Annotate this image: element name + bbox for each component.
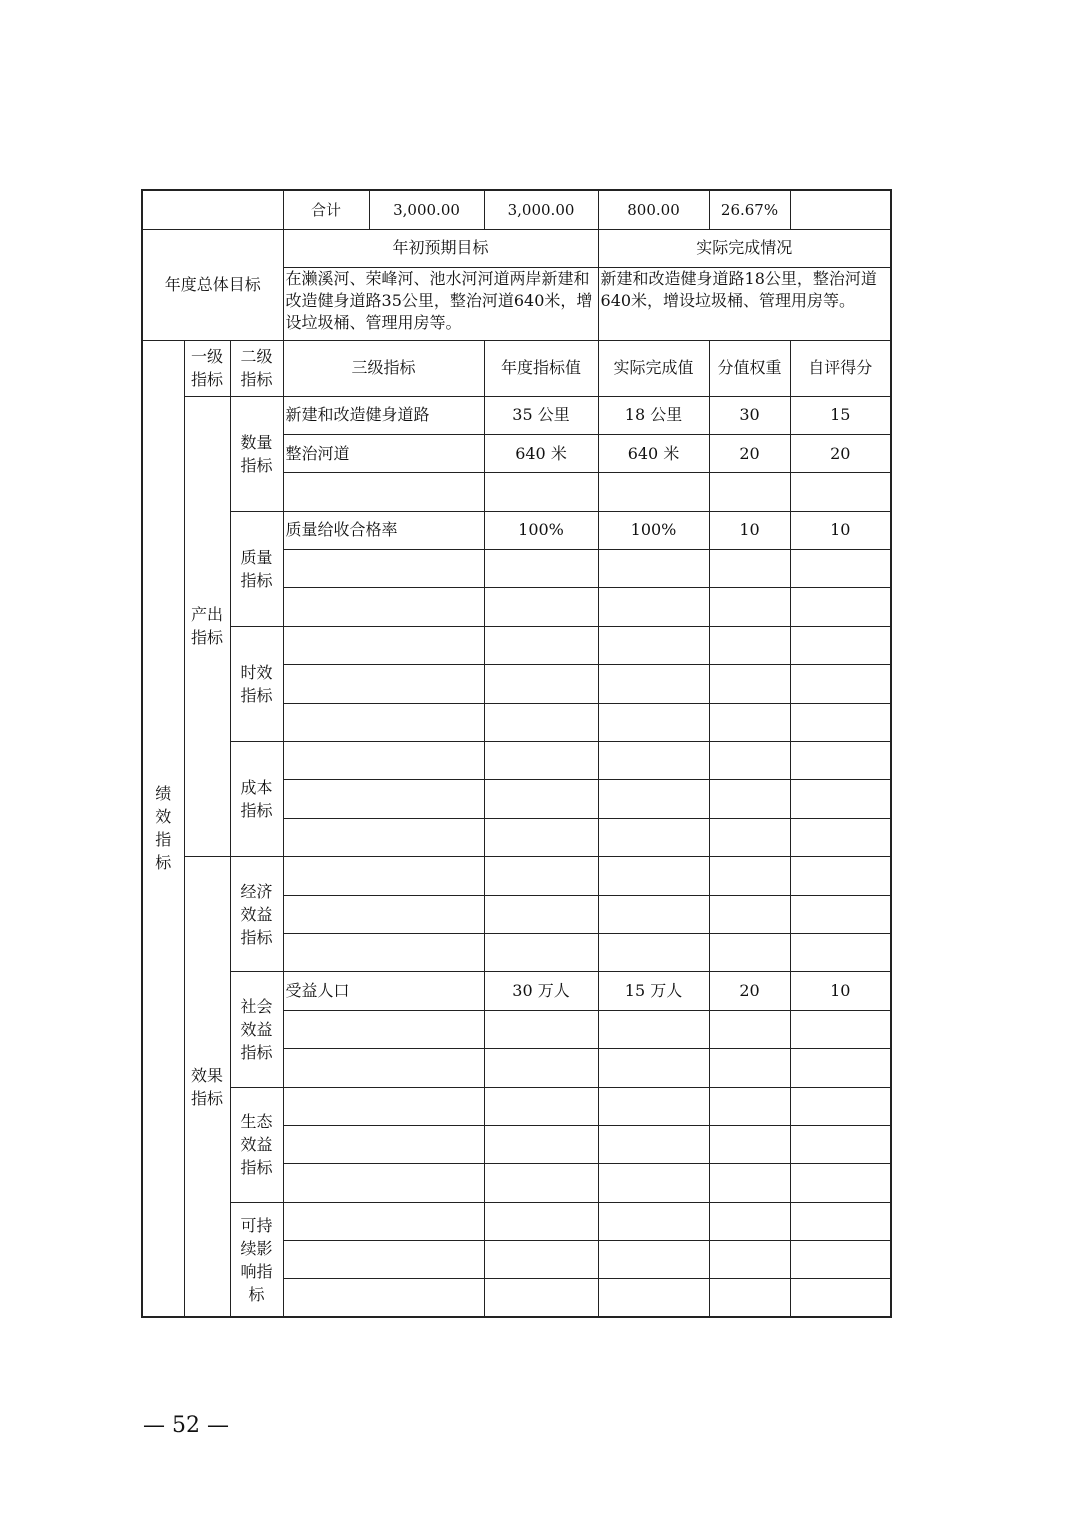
weight-cell xyxy=(709,550,790,588)
indicator-row xyxy=(142,1202,891,1240)
indicator-name-cell xyxy=(283,1279,484,1317)
indicator-name-cell xyxy=(283,665,484,703)
indicator-name-cell xyxy=(283,1049,484,1087)
weight-cell xyxy=(709,857,790,895)
level2-subgroup-label: 经济效益指标 xyxy=(230,857,283,972)
score-header: 自评得分 xyxy=(790,340,891,396)
indicator-name-cell xyxy=(283,1087,484,1125)
score-cell xyxy=(790,742,891,780)
perf-indicator-label: 绩效指标 xyxy=(142,340,184,1317)
score-cell xyxy=(790,857,891,895)
indicator-row xyxy=(142,1087,891,1125)
indicator-row xyxy=(142,742,891,780)
weight-header: 分值权重 xyxy=(709,340,790,396)
score-cell xyxy=(790,626,891,664)
level1-header: 一级指标 xyxy=(184,340,230,396)
weight-cell xyxy=(709,665,790,703)
indicator-name-cell xyxy=(283,588,484,626)
indicator-name-cell xyxy=(283,818,484,856)
weight-cell xyxy=(709,895,790,933)
target-value-cell xyxy=(484,550,598,588)
score-cell xyxy=(790,588,891,626)
target-value-cell: 30 万人 xyxy=(484,972,598,1010)
target-value-cell xyxy=(484,1202,598,1240)
weight-cell xyxy=(709,588,790,626)
level2-subgroup-label: 生态效益指标 xyxy=(230,1087,283,1202)
indicator-name-cell xyxy=(283,473,484,511)
target-value-cell xyxy=(484,742,598,780)
score-cell: 20 xyxy=(790,434,891,472)
indicator-name-cell: 整治河道 xyxy=(283,434,484,472)
score-cell xyxy=(790,1049,891,1087)
target-value-cell xyxy=(484,1049,598,1087)
level1-group-label: 产出指标 xyxy=(184,396,230,857)
actual-value-cell xyxy=(598,780,709,818)
goal-expected-header: 年初预期目标 xyxy=(283,229,598,267)
level2-subgroup-label: 数量指标 xyxy=(230,396,283,511)
actual-value-cell xyxy=(598,742,709,780)
target-value-cell xyxy=(484,895,598,933)
score-cell: 10 xyxy=(790,972,891,1010)
actual-value-cell xyxy=(598,473,709,511)
indicator-name-cell xyxy=(283,703,484,741)
weight-cell: 20 xyxy=(709,972,790,1010)
indicator-name-cell: 质量给收合格率 xyxy=(283,511,484,549)
target-value-cell xyxy=(484,703,598,741)
weight-cell xyxy=(709,933,790,971)
indicator-name-cell xyxy=(283,933,484,971)
target-value-cell xyxy=(484,857,598,895)
weight-cell xyxy=(709,742,790,780)
actual-value-cell: 18 公里 xyxy=(598,396,709,434)
weight-cell xyxy=(709,1049,790,1087)
level2-subgroup-label: 时效指标 xyxy=(230,626,283,741)
weight-cell xyxy=(709,473,790,511)
target-value-cell xyxy=(484,1010,598,1048)
score-cell xyxy=(790,818,891,856)
actual-header: 实际完成值 xyxy=(598,340,709,396)
target-value-cell xyxy=(484,1241,598,1279)
score-cell xyxy=(790,933,891,971)
total-value-1: 3,000.00 xyxy=(369,190,484,229)
level2-subgroup-label: 质量指标 xyxy=(230,511,283,626)
indicator-header-row xyxy=(142,340,891,396)
total-value-3: 800.00 xyxy=(598,190,709,229)
actual-value-cell: 15 万人 xyxy=(598,972,709,1010)
target-value-cell: 100% xyxy=(484,511,598,549)
target-value-cell xyxy=(484,665,598,703)
level2-subgroup-label: 社会效益指标 xyxy=(230,972,283,1087)
target-value-cell xyxy=(484,626,598,664)
level3-header: 三级指标 xyxy=(283,340,484,396)
page-number: — 52 — xyxy=(143,1413,229,1438)
target-value-cell: 35 公里 xyxy=(484,396,598,434)
total-row-blank xyxy=(142,190,283,229)
actual-value-cell xyxy=(598,550,709,588)
goal-actual-text: 新建和改造健身道路18公里，整治河道640米，增设垃圾桶、管理用房等。 xyxy=(598,267,891,340)
score-cell xyxy=(790,473,891,511)
indicator-name-cell xyxy=(283,1125,484,1163)
score-cell xyxy=(790,1010,891,1048)
weight-cell xyxy=(709,626,790,664)
indicator-row xyxy=(142,626,891,664)
score-cell xyxy=(790,895,891,933)
actual-value-cell xyxy=(598,1241,709,1279)
weight-cell: 30 xyxy=(709,396,790,434)
indicator-row xyxy=(142,396,891,434)
performance-table xyxy=(141,189,892,1318)
level1-group-label: 效果指标 xyxy=(184,857,230,1318)
weight-cell xyxy=(709,1125,790,1163)
score-cell xyxy=(790,703,891,741)
total-value-4: 26.67% xyxy=(709,190,790,229)
score-cell xyxy=(790,1087,891,1125)
weight-cell xyxy=(709,780,790,818)
total-value-5 xyxy=(790,190,891,229)
indicator-name-cell xyxy=(283,895,484,933)
weight-cell xyxy=(709,1202,790,1240)
indicator-name-cell: 新建和改造健身道路 xyxy=(283,396,484,434)
total-row xyxy=(142,190,891,229)
weight-cell xyxy=(709,1164,790,1202)
weight-cell: 10 xyxy=(709,511,790,549)
target-value-cell xyxy=(484,1125,598,1163)
actual-value-cell xyxy=(598,1125,709,1163)
score-cell xyxy=(790,550,891,588)
total-value-2: 3,000.00 xyxy=(484,190,598,229)
actual-value-cell: 640 米 xyxy=(598,434,709,472)
total-label: 合计 xyxy=(283,190,369,229)
level2-subgroup-label: 成本指标 xyxy=(230,742,283,857)
actual-value-cell xyxy=(598,626,709,664)
weight-cell xyxy=(709,1241,790,1279)
target-value-cell: 640 米 xyxy=(484,434,598,472)
actual-value-cell xyxy=(598,1279,709,1317)
goal-label: 年度总体目标 xyxy=(142,229,283,340)
goal-actual-header: 实际完成情况 xyxy=(598,229,891,267)
actual-value-cell xyxy=(598,1164,709,1202)
indicator-name-cell xyxy=(283,1164,484,1202)
weight-cell xyxy=(709,1010,790,1048)
actual-value-cell xyxy=(598,1010,709,1048)
target-header: 年度指标值 xyxy=(484,340,598,396)
goal-expected-text: 在濑溪河、荣峰河、池水河河道两岸新建和改造健身道路35公里，整治河道640米，增设垃圾桶、管理用房等。 xyxy=(283,267,598,340)
weight-cell xyxy=(709,818,790,856)
target-value-cell xyxy=(484,473,598,511)
score-cell xyxy=(790,665,891,703)
target-value-cell xyxy=(484,818,598,856)
weight-cell xyxy=(709,1279,790,1317)
score-cell: 15 xyxy=(790,396,891,434)
target-value-cell xyxy=(484,780,598,818)
indicator-name-cell xyxy=(283,780,484,818)
target-value-cell xyxy=(484,1164,598,1202)
indicator-name-cell: 受益人口 xyxy=(283,972,484,1010)
indicator-name-cell xyxy=(283,742,484,780)
goal-header-row xyxy=(142,229,891,267)
score-cell xyxy=(790,1164,891,1202)
indicator-name-cell xyxy=(283,1202,484,1240)
target-value-cell xyxy=(484,1087,598,1125)
actual-value-cell xyxy=(598,933,709,971)
score-cell xyxy=(790,780,891,818)
indicator-row xyxy=(142,972,891,1010)
weight-cell: 20 xyxy=(709,434,790,472)
weight-cell xyxy=(709,1087,790,1125)
score-cell xyxy=(790,1241,891,1279)
actual-value-cell xyxy=(598,895,709,933)
indicator-row xyxy=(142,857,891,895)
score-cell xyxy=(790,1125,891,1163)
actual-value-cell xyxy=(598,1087,709,1125)
actual-value-cell xyxy=(598,665,709,703)
indicator-name-cell xyxy=(283,1241,484,1279)
actual-value-cell xyxy=(598,1202,709,1240)
actual-value-cell xyxy=(598,818,709,856)
actual-value-cell xyxy=(598,703,709,741)
indicator-name-cell xyxy=(283,626,484,664)
actual-value-cell: 100% xyxy=(598,511,709,549)
score-cell xyxy=(790,1279,891,1317)
indicator-name-cell xyxy=(283,550,484,588)
level2-subgroup-label: 可持续影响指标 xyxy=(230,1202,283,1317)
actual-value-cell xyxy=(598,1049,709,1087)
indicator-name-cell xyxy=(283,857,484,895)
target-value-cell xyxy=(484,588,598,626)
score-cell: 10 xyxy=(790,511,891,549)
target-value-cell xyxy=(484,1279,598,1317)
actual-value-cell xyxy=(598,588,709,626)
indicator-row xyxy=(142,511,891,549)
level2-header: 二级指标 xyxy=(230,340,283,396)
score-cell xyxy=(790,1202,891,1240)
weight-cell xyxy=(709,703,790,741)
indicator-name-cell xyxy=(283,1010,484,1048)
target-value-cell xyxy=(484,933,598,971)
actual-value-cell xyxy=(598,857,709,895)
